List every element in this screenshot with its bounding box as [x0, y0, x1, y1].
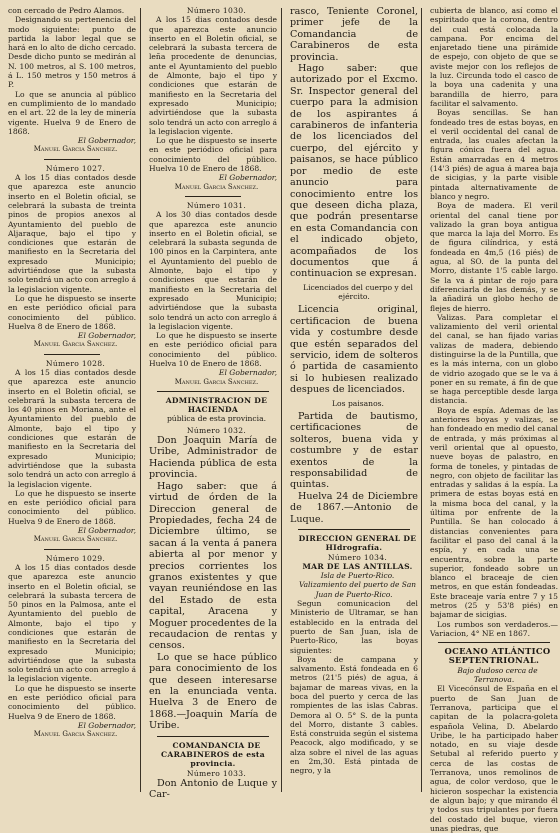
- notice-number: Número 1033.: [186, 768, 247, 778]
- divider: [44, 549, 100, 550]
- section-subheading: Isla de Puerto-Rico.: [320, 571, 395, 581]
- notice-number: Número 1028.: [45, 358, 106, 368]
- paragraph: Huelva 24 de Diciembre de 1867.—Antonio de Luque.: [290, 490, 418, 525]
- paragraph: Hago saber: que á virtud de órden de la Direccion general de Propiedades, fecha 24 de Diciembre último, se sacan á la venta á panera abierta al por menor y precios corrientes los granos existentes y que vayan reuniéndose en las del Estado de esta capital, Aracena y Moguer procedentes de la recaudacion de rentas y censos.: [149, 480, 277, 652]
- notice-body: [149, 778, 277, 801]
- divider: [298, 529, 410, 530]
- signature-title: El Gobernador,: [218, 368, 277, 378]
- paragraph: Don Antonio de Luque y Car-: [149, 777, 277, 801]
- divider: [44, 159, 100, 160]
- paragraph: Valizas. Para completar el valizamiento del veril oriental del canal, se han fijado varias valizas de madera, debiendo distinguirse la de la Puntilla, que es la más interna, con un globo de vidrio azogado que se le va á poner en su remate, á fin de que se haga perceptible desde larga distancia.: [430, 312, 558, 406]
- paragraph: Boya de campana y salvamento. Está fondeada en 6 metros (21'5 piés) de agua, á bajamar de mareas vivas, en la boca del puerto y cerca de las rompientes de las islas Cabras. Demora al O. 5° S. de la punta del Morro, distante 3 cables. Está construida según el sistema Peacock, algo modificado, y se alza sobre el nivel de las aguas en 2m,30. Está pintada de negro, y la: [290, 654, 418, 776]
- column-divider: [281, 8, 282, 792]
- section-subheading: pública de esta provincia.: [166, 414, 267, 424]
- divider: [44, 354, 100, 355]
- paragraph: Los paisanos.: [332, 398, 384, 408]
- notice-body: [290, 6, 418, 525]
- divider: [157, 736, 269, 737]
- notice-number: Número 1032.: [186, 425, 247, 435]
- column-1: [8, 6, 136, 796]
- paragraph: Boya de espía. Ademas de las anteriores boyas y valizas, se han fondeado en medio del canal de entrada, y más próximas al veril oriental que al opuesto, nueve boyas de palastro, en forma de toneles, y pintadas de negro, con objeto de facilitar las entradas y salidas á la espía. La primera de estas boyas está en la misma boca del canal, y la última por enfrente de la Puntilla. Se han colocado á distancias convenientes para facilitar el paso del canal á la espía, y en cada una se encuentra, sobre la parte superior, fondeado sobre un blanco el braceaje de cien metros, en que están fondeadas. Este braceaje varía entre 7 y 15 metros (25 y 53'8 piés) en bajamar de sicigias.: [430, 405, 558, 620]
- paragraph: Lo que he dispuesto se inserte en este periódico oficial para conocimiento del público. Huelva 8 de Enero de 1868.: [8, 293, 136, 331]
- paragraph: con cercado de Pedro Alamos.: [8, 6, 125, 15]
- notice-body: [149, 435, 277, 732]
- divider: [185, 196, 241, 197]
- signature-title: El Gobernador,: [77, 720, 136, 730]
- column-divider: [140, 8, 141, 792]
- paragraph: Lo que he dispuesto se inserte en este periódico oficial para conocimiento del público. Huelva 10 de Enero de 1868.: [149, 331, 277, 368]
- paragraph: A los 15 dias contados desde que aparezca este anuncio inserto en el Boletin oficial, se celebrará la subasta tercera de los 40 pinos en Moriana, ante el Ayuntamiento del pueblo de Almonte, bajo el tipo y condiciones que estarán de manifiesto en la Secretaria del expresado Municipio; advirtiéndose que la subasta solo tendrá un acto con arreglo á la legislacion vigente.: [8, 367, 136, 489]
- paragraph: Designando su pertenencia del modo siguiente: punto de partida la labor legal que se hará en lo alto de dicho cercado. Desde dicho punto se medirán al N. 100 metros, al S. 100 metros, á L. 150 metros y 150 metros á P.: [8, 15, 136, 90]
- paragraph: Hago saber: que autorizado por el Excmo. Sr. Inspector general del cuerpo para la admision de los aspirantes á carabineros de infanteria de los licenciados del cuerpo, del ejército y paisanos, se hace público por medio de este anuncio para conocimiento entre los que deseen dicha plaza, que podrán presentarse en esta Comandancia con el indicado objeto, acompañados de los documentos que á continuacion se expresan.: [290, 63, 418, 280]
- signature-name: Manuel Garcia Sanchez.: [33, 340, 118, 349]
- paragraph: Lo que he dispuesto se inserte en este periódico oficial para conocimiento del público. Huelva 10 de Enero de 1868.: [149, 136, 277, 174]
- section-subheading: Valizamiento del puerto de San Juan de Puerto-Rico.: [298, 580, 417, 599]
- notice-number: Número 1027.: [45, 163, 106, 173]
- section-heading: ADMINISTRACION DE HACIENDA: [165, 395, 268, 415]
- notice-number: Número 1031.: [186, 200, 247, 210]
- paragraph: A los 15 dias contados desde que aparezca este anuncio inserto en el Boletin oficial, se celebrará la subasta tercera de 50 pinos en la Palmosa, ante el Ayuntamiento del pueblo de Almonte, bajo el tipo y condiciones que estarán de manifiesto en la Secretaria del expresado Municipio; advirtiéndose que la subasta solo tendrá un acto con arreglo á la legislacion vigente.: [8, 562, 136, 684]
- paragraph: Don Joaquin María de Uribe, Administrador de Hacienda pública de esta provincia.: [149, 435, 277, 481]
- column-3: [290, 6, 418, 796]
- section-heading: OCEANO ATLÁNTICO SEPTENTRIONAL.: [444, 646, 551, 666]
- column-4: [430, 6, 558, 833]
- paragraph: Lo que se anuncia al público en cumplimiento de lo mandado en el art. 22 de la ley de minería vigente. Huelva 9 de Enero de 1868.: [8, 89, 136, 136]
- signature-name: Manuel Garcia Sanchez.: [33, 145, 118, 154]
- signature-title: El Gobernador,: [77, 331, 136, 341]
- section-heading: MAR DE LAS ANTILLAS.: [302, 561, 413, 571]
- paragraph: Segun comunicacion del Ministerio de Ultramar, se han establecido en la entrada del puerto de San Juan, isla de Puerto-Rico, las boyas siguientes:: [290, 599, 418, 655]
- signature-name: Manuel Garcia Sanchez.: [33, 730, 118, 739]
- signature-title: El Gobernador,: [77, 526, 136, 536]
- paragraph: A los 15 dias contados desde que aparezca este anuncio inserto en el Boletin oficial, se celebrará la subasta de treinta pinos de propios anexos al Ayuntamiento del pueblo de Aljaraque, bajo el tipo y condiciones que estarán de manifiesto en la Secretaria del expresado Municipio; advirtiéndose que la subasta solo tendrá un acto con arreglo á la legislacion vigente.: [8, 173, 136, 294]
- paragraph: A los 15 dias contados desde que aparezca este anuncio inserto en el Boletin oficial, se celebrará la subasta tercera de leña procedente de denuncias, ante el Ayuntamiento del pueblo de Almonte, bajo el tipo y condiciones que estarán de manifiesto en la Secretaria del expresado Municipio; advirtiéndose que la subasta solo tendrá un acto con arreglo á la legislacion vigente.: [149, 15, 277, 136]
- paragraph: Lo que he dispuesto se inserte en este periódico oficial para conocimiento del público. Huelva 9 de Enero de 1868.: [8, 488, 136, 526]
- section-heading: DIRECCION GENERAL DE HIdrografía.: [298, 533, 417, 553]
- paragraph: Boyas sencillas. Se han fondeado tres de estas boyas, en el veril occidental del canal de entrada, las cuales afectan la figura cónica fuera del agua. Están amarradas en 4 metros (14'3 piés) de agua á marea baja de sicigias, y la parte visible pintada alternativamente de blanco y negro.: [430, 108, 558, 201]
- notice-number: Número 1034.: [327, 552, 388, 562]
- paragraph: Los rumbos son verdaderos.—Variacion, 4° NE en 1867.: [430, 619, 558, 638]
- section-subheading: Bajo dudoso cerca de Terranova.: [457, 665, 538, 685]
- notice-number: Número 1030.: [186, 6, 247, 15]
- notice-number: Número 1029.: [45, 553, 106, 563]
- paragraph: cubierta de blanco, así como el espiritado que la corona, dentro del cual está colocada la campana. Por encima del enjaretado tiene una pirámide de espejo, con objeto de que se aviste mejor con los reflejos de la luz. Circunda todo el casco de la boya una cadenita y una barandilla de hierro, para facilitar el salvamento.: [430, 6, 558, 108]
- section-heading: COMANDANCIA DE CARABINEROS de esta provincia.: [161, 740, 265, 769]
- divider: [438, 642, 550, 643]
- column-2: [149, 6, 277, 801]
- paragraph: Lo que he dispuesto se inserte en este periódico oficial para conocimiento del público. Huelva 9 de Enero de 1868.: [8, 683, 136, 721]
- paragraph: Licenciados del cuerpo y del ejército.: [303, 282, 413, 302]
- signature-name: Manuel Garcia Sanchez.: [174, 377, 259, 386]
- paragraph: Licencia original, certificacion de buena vida y costumbre desde que estén separados del servicio, idem de solteros ó partida de casamiento si lo hubiesen realizado despues de licenciados.: [290, 304, 418, 396]
- paragraph: Lo que se hace público para conocimiento de los que deseen interesarse en la enunciada venta. Huelva 3 de Enero de 1868.—Joaquin María de Uribe.: [149, 651, 277, 732]
- paragraph: A los 30 dias contados desde que aparezca este anuncio inserto en el Boletin oficial, se celebrará la subasta segunda de 100 pinos en la Carpintera, ante el Ayuntamiento del pueblo de Almonte, bajo el tipo y condiciones que estarán de manifiesto en la Secretaria del expresado Municipio; advirtiéndose que la subasta solo tendrá un acto con arreglo á la legislacion vigente.: [149, 210, 277, 331]
- paragraph: El Vicecónsul de España en el puerto de San Juan de Terranova, participa que el capitan de la polacra-goleta española Velina, D. Abelardo Uribe, le ha participado haber notado, en su viaje desde Setubal al referido puerto y cerca de las costas de Terranova, unos remolinos de agua, de color verdoso, que le hicieron sospechar la existencia de algun bajo; y que mirando él y todos sus tripulantes por fuera del costado del buque, vieron unas piedras, que: [430, 684, 558, 833]
- column-divider: [421, 8, 422, 792]
- paragraph: rasco, Teniente Coronel, primer jefe de la Comandancia de Carabineros de esta provincia.: [290, 6, 418, 63]
- signature-title: El Gobernador,: [77, 136, 136, 146]
- signature-name: Manuel Garcia Sanchez.: [174, 182, 259, 191]
- paragraph: Boya de madera. El veril oriental del canal tiene por valizado la gran boya antigua que marca la laja del Morro. Es de figura cilíndrica, y está fondeada en 4m,5 (16 piés) de agua, al SO. de la punta del Morro, distante 1'5 cable largo. Se la va á pintar de rojo para diferenciarla de las demás, y se la añadirá un globo hecho de flejes de hierro.: [430, 201, 558, 313]
- paragraph: Partida de bautismo, certificaciones de solteros, buena vida y costumbre y de estar exentos de la responsabilidad de quintas.: [290, 410, 418, 491]
- divider: [157, 391, 269, 392]
- signature-name: Manuel Garcia Sanchez.: [33, 535, 118, 544]
- signature-title: El Gobernador,: [218, 173, 277, 183]
